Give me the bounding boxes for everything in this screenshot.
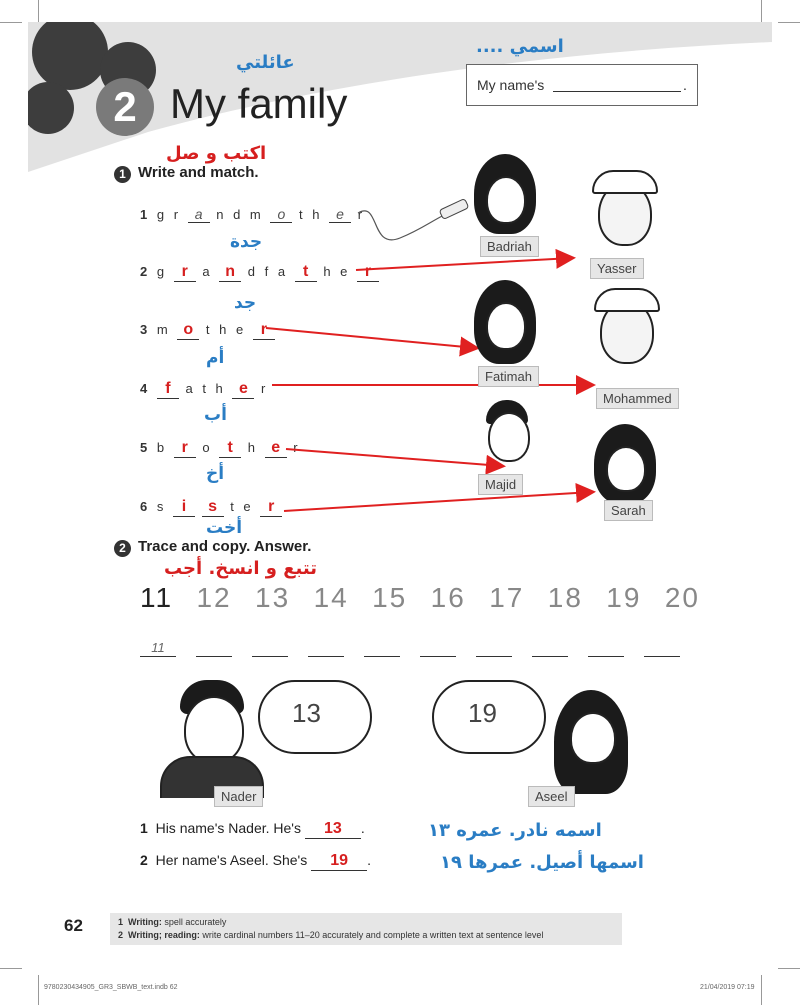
copy-line[interactable] xyxy=(364,640,400,657)
person-label-sarah: Sarah xyxy=(604,500,653,521)
page-title: My family xyxy=(170,80,348,127)
number-13: 13 xyxy=(255,582,291,613)
copy-line[interactable] xyxy=(420,640,456,657)
exercise1-number: 1 xyxy=(114,166,131,183)
nader-illustration xyxy=(184,696,244,764)
number-20: 20 xyxy=(664,582,700,613)
number-11: 11 xyxy=(140,582,174,613)
word-row-6-arabic: أخت xyxy=(206,518,243,538)
person-label-majid: Majid xyxy=(478,474,523,495)
number-17: 17 xyxy=(489,582,525,613)
word-row-4-arabic: أب xyxy=(204,405,227,425)
badriah-face xyxy=(486,176,526,224)
sarah-face xyxy=(606,446,646,492)
name-label-arabic: اسمي .... xyxy=(476,36,564,57)
aseel-face xyxy=(570,712,616,764)
word-row-5-arabic: أخ xyxy=(206,464,225,484)
mohammed-headdress xyxy=(594,288,660,312)
number-19: 19 xyxy=(606,582,642,613)
word-row-3-arabic: أم xyxy=(206,348,225,368)
number-14: 14 xyxy=(313,582,349,613)
answer-field-1[interactable]: 13 xyxy=(305,820,361,839)
yasser-headdress xyxy=(592,170,658,194)
number-18: 18 xyxy=(547,582,583,613)
thought-number-aseel: 19 xyxy=(468,698,497,728)
copy-line[interactable] xyxy=(532,640,568,657)
copy-line-1[interactable]: 11 xyxy=(140,640,176,657)
word-row-1: 1 g r a n d m o t h e r xyxy=(140,206,366,222)
word-row-1-arabic: جدة xyxy=(230,232,263,252)
word-row-4: 4 f a t h e r xyxy=(140,380,269,397)
print-date: 21/04/2019 07:19 xyxy=(700,984,755,991)
word-row-2-arabic: جد xyxy=(234,293,257,313)
page-number: 62 xyxy=(64,916,83,935)
copy-line[interactable] xyxy=(476,640,512,657)
number-12: 12 xyxy=(196,582,232,613)
name-end: . xyxy=(683,77,687,93)
word-row-2: 2 g r a n d f a t h e r xyxy=(140,263,379,282)
thought-number-nader: 13 xyxy=(292,698,321,728)
objective-1: 1 Writing: spell accurately xyxy=(118,917,227,927)
number-15: 15 xyxy=(372,582,408,613)
majid-illustration xyxy=(488,412,530,462)
copy-line[interactable] xyxy=(252,640,288,657)
exercise2-title: Trace and copy. Answer. xyxy=(138,538,312,555)
person-label-badriah: Badriah xyxy=(480,236,539,257)
person-label-fatimah: Fatimah xyxy=(478,366,539,387)
person-label-yasser: Yasser xyxy=(590,258,644,279)
footer-objectives xyxy=(110,913,622,945)
copy-line[interactable] xyxy=(308,640,344,657)
exercise1-title-arabic: اكتب و صل xyxy=(166,143,267,164)
copy-line[interactable] xyxy=(644,640,680,657)
objective-2: 2 Writing; reading: write cardinal numbers 11–20 accurately and complete a written text at sentence level xyxy=(118,930,544,940)
exercise1-title: Write and match. xyxy=(138,164,259,181)
person-label-nader: Nader xyxy=(214,786,263,807)
sentence-2-arabic: اسمها أصيل. عمرها ١٩ xyxy=(440,852,644,873)
word-row-3: 3 m o t h e r xyxy=(140,321,275,340)
copy-lines xyxy=(140,640,680,657)
name-prompt: My name's xyxy=(477,77,545,93)
copy-line[interactable] xyxy=(196,640,232,657)
exercise2-number: 2 xyxy=(114,540,131,557)
copy-line[interactable] xyxy=(588,640,624,657)
number-16: 16 xyxy=(430,582,466,613)
answer-field-2[interactable]: 19 xyxy=(311,852,367,871)
sentence-1-arabic: اسمه نادر. عمره ١٣ xyxy=(428,820,602,841)
sentence-1: 1 His name's Nader. He's 13 . xyxy=(140,820,365,837)
person-label-mohammed: Mohammed xyxy=(596,388,679,409)
exercise2-title-arabic: تتبع و انسخ. أجب xyxy=(164,558,317,579)
number-sequence xyxy=(140,582,700,614)
person-label-aseel: Aseel xyxy=(528,786,575,807)
page-title-arabic: عائلتي xyxy=(236,52,295,73)
unit-number-badge: 2 xyxy=(96,78,154,136)
fatimah-face xyxy=(486,302,526,350)
word-row-6: 6 s i s t e r xyxy=(140,498,282,517)
word-row-5: 5 b r o t h e r xyxy=(140,439,301,456)
print-file-info: 9780230434905_GR3_SBWB_text.indb 62 xyxy=(44,984,178,991)
sentence-2: 2 Her name's Aseel. She's 19 . xyxy=(140,852,372,869)
